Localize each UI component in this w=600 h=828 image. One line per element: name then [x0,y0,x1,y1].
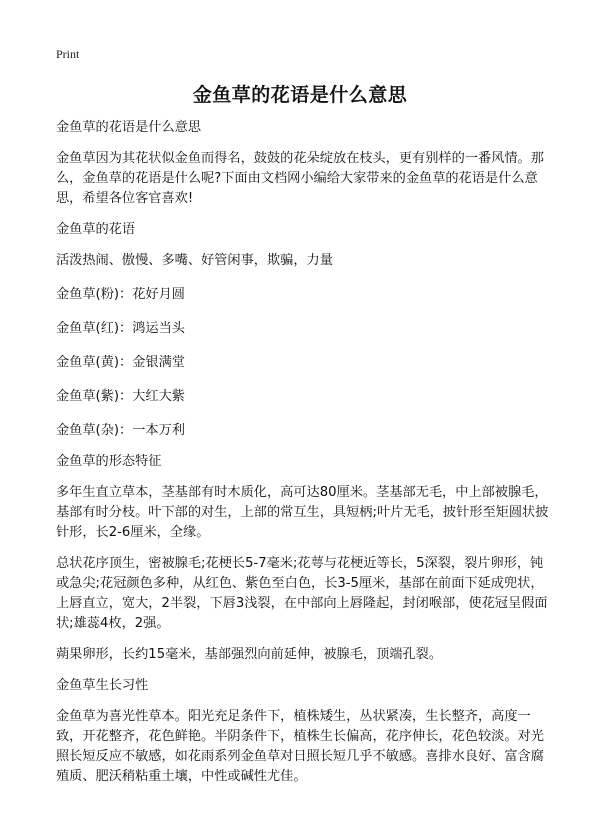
morphology-paragraph-3: 蒴果卵形，长约15毫米，基部强烈向前延伸，被腺毛，顶端孔裂。 [56,647,443,662]
language-item-pink: 金鱼草(粉)：花好月圆 [56,287,185,302]
article-body [56,118,550,787]
section-heading-meaning: 金鱼草的花语是什么意思 [56,120,202,135]
page-title: 金鱼草的花语是什么意思 [192,84,408,106]
language-item-yellow: 金鱼草(黄)：金银满堂 [56,355,185,370]
language-item-mixed: 金鱼草(杂)：一本万利 [56,423,185,438]
section-heading-language: 金鱼草的花语 [56,222,136,237]
morphology-paragraph-2: 总状花序顶生，密被腺毛;花梗长5-7毫米;花萼与花梗近等长，5深裂，裂片卵形，钝或急尖;花冠颜色多种，从红色、紫色至白色，长3-5厘米，基部在前面下延成兜状，上唇直立，宽大，2半裂，下唇3浅裂，在中部向上唇隆起，封闭喉部，使花冠呈假面状;雄蕊4枚，2强。 [56,556,548,631]
language-item-purple: 金鱼草(紫)：大红大紫 [56,389,185,404]
morphology-paragraph-1: 多年生直立草本，茎基部有时木质化，高可达80厘米。茎基部无毛，中上部被腺毛，基部有时分枝。叶下部的对生，上部的常互生，具短柄;叶片无毛，披针形至矩圆状披针形，长2-6厘米，全缘。 [56,485,549,540]
section-heading-habit: 金鱼草生长习性 [56,678,149,693]
print-link[interactable]: Print [56,47,80,61]
language-item-red: 金鱼草(红)：鸿运当头 [56,321,185,336]
section-heading-morphology: 金鱼草的形态特征 [56,454,162,469]
intro-paragraph: 金鱼草因为其花状似金鱼而得名，鼓鼓的花朵绽放在枝头，更有别样的一番风情。那么，金鱼草的花语是什么呢?下面由文档网小编给大家带来的金鱼草的花语是什么意思，希望各位客官喜欢! [56,151,544,206]
habit-paragraph: 金鱼草为喜光性草本。阳光充足条件下，植株矮生，丛状紧凑，生长整齐，高度一致，开花整齐，花色鲜艳。半阴条件下，植株生长偏高，花序伸长，花色较淡。对光照长短反应不敏感，如花雨系列金鱼草对日照长短几乎不敏感。喜排水良好、富含腐殖质、肥沃稍粘重土壤，中性或碱性尤佳。 [56,709,544,784]
language-summary: 活泼热闹、傲慢、多嘴、好管闲事，欺骗，力量 [56,253,333,268]
